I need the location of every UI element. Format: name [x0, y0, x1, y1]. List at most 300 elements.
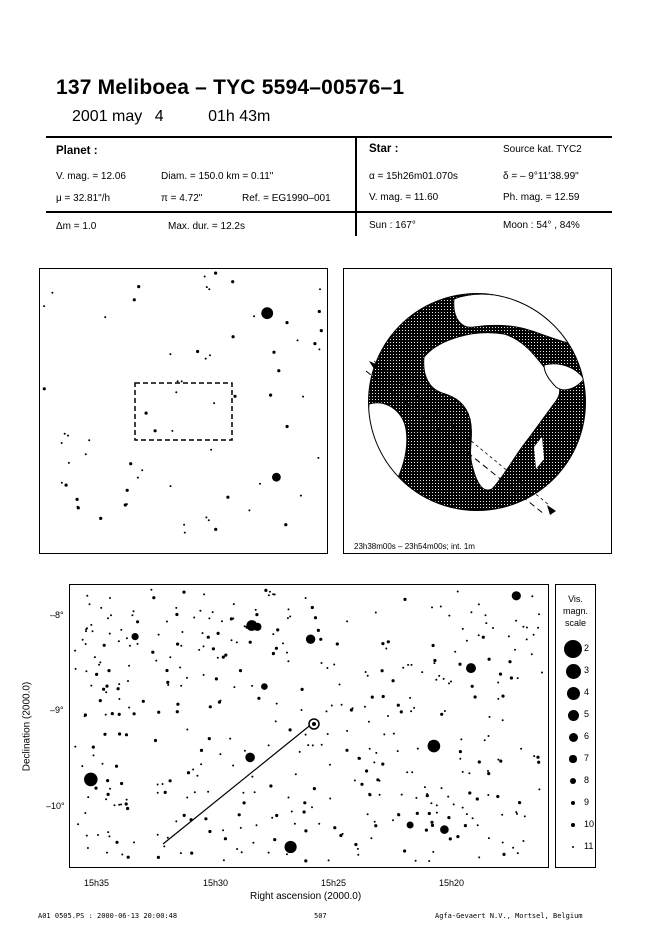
field-star [180, 645, 182, 647]
field-star [295, 773, 297, 775]
finder-star [77, 506, 80, 509]
finder-star [302, 396, 304, 398]
field-star [127, 856, 130, 859]
field-star [186, 677, 188, 679]
field-star [538, 788, 540, 790]
field-star [109, 633, 111, 635]
field-star [397, 813, 399, 815]
field-star [128, 707, 130, 709]
field-star [387, 715, 389, 717]
field-star [244, 750, 246, 752]
event-date-day: 4 [154, 108, 164, 125]
dec-tick-9: –9° [50, 705, 64, 715]
field-star [431, 824, 434, 827]
field-star [345, 749, 348, 752]
scale-title [556, 593, 595, 629]
finder-star [261, 307, 273, 319]
field-star [102, 763, 104, 765]
field-star [133, 712, 136, 715]
south-america-shape [364, 403, 407, 494]
field-star [385, 648, 387, 650]
field-star [456, 835, 459, 838]
finder-star [145, 412, 148, 415]
field-star [514, 649, 516, 651]
field-star [428, 860, 430, 862]
field-star [105, 691, 107, 693]
field-star [125, 802, 128, 805]
field-star [357, 848, 359, 850]
field-star [157, 834, 159, 836]
field-star [272, 593, 274, 595]
globe-caption: 23h38m00s – 23h54m00s; int. 1m [354, 542, 475, 551]
field-star [520, 748, 522, 750]
field-star [118, 804, 120, 806]
field-star [268, 852, 270, 854]
field-star [326, 667, 328, 669]
field-star [321, 744, 323, 746]
finder-star [171, 430, 173, 432]
finder-star [269, 394, 272, 397]
field-star [182, 591, 185, 594]
field-star [432, 644, 435, 647]
field-star [207, 791, 209, 793]
field-star [198, 649, 200, 651]
planet-mu: μ = 32.81"/h [56, 193, 111, 204]
field-star [90, 685, 92, 687]
ra-tick-1535: 15h35 [84, 878, 110, 888]
finder-star [318, 348, 320, 350]
field-star [458, 663, 461, 666]
field-star [289, 728, 292, 731]
field-star [488, 658, 491, 661]
field-star [193, 617, 195, 619]
field-star [433, 662, 435, 664]
field-star [531, 653, 533, 655]
field-star [443, 678, 445, 680]
field-star [179, 667, 181, 669]
field-star [365, 671, 367, 673]
finder-star [141, 469, 143, 471]
finder-star [206, 286, 208, 288]
finder-star [231, 280, 234, 283]
field-star [406, 771, 408, 773]
field-star [257, 697, 260, 700]
globe-panel [343, 268, 612, 554]
field-star [264, 589, 267, 592]
finder-star [204, 276, 206, 278]
field-star [271, 817, 273, 819]
footer-right: Agfa-Gevaert N.V., Mortsel, Belgium [435, 912, 583, 920]
finder-star [205, 358, 207, 360]
field-star [175, 613, 178, 616]
field-star [207, 636, 210, 639]
field-star [538, 613, 540, 615]
field-star [303, 801, 306, 804]
star-alpha: α = 15h26m01.070s [369, 171, 458, 182]
field-star [533, 755, 535, 757]
field-star [460, 738, 462, 740]
field-star [393, 733, 395, 735]
field-star [103, 644, 106, 647]
field-star [107, 831, 109, 833]
finder-star [214, 272, 217, 275]
field-star [435, 679, 437, 681]
dec-tick-8: –8° [50, 610, 64, 620]
field-star [454, 651, 456, 653]
field-star [374, 824, 377, 827]
field-star [441, 787, 443, 789]
field-star [275, 720, 277, 722]
scale-mag-label: 6 [584, 731, 590, 741]
field-star [251, 776, 253, 778]
field-star [203, 593, 205, 595]
field-star [462, 771, 464, 773]
field-star [107, 793, 110, 796]
field-star [74, 746, 76, 748]
field-star [92, 746, 95, 749]
finder-star [285, 321, 288, 324]
finder-chart [39, 268, 328, 554]
finder-star [259, 483, 261, 485]
star-heading: Star : [369, 143, 399, 155]
scale-dot [569, 755, 576, 762]
field-star [329, 764, 331, 766]
delta-mag: Δm = 1.0 [56, 221, 97, 232]
field-star [499, 673, 502, 676]
field-star [115, 841, 118, 844]
field-star [501, 814, 503, 816]
field-star [328, 859, 330, 861]
field-star [186, 797, 188, 799]
field-star [468, 772, 470, 774]
field-star [84, 715, 86, 717]
field-star [487, 794, 489, 796]
finder-star [68, 462, 70, 464]
field-star [219, 753, 221, 755]
field-star [333, 664, 335, 666]
field-star [244, 625, 246, 627]
field-star [127, 680, 129, 682]
field-star [375, 612, 377, 614]
field-star [97, 834, 99, 836]
finder-star [64, 433, 66, 435]
field-star [102, 688, 105, 691]
field-star [111, 712, 114, 715]
field-star [162, 783, 164, 785]
field-star [496, 795, 499, 798]
field-star [487, 772, 490, 775]
earth-globe [344, 269, 610, 552]
scale-title-2: magn. [562, 606, 588, 616]
finder-star [272, 473, 281, 482]
field-star [462, 628, 464, 630]
field-star [276, 628, 279, 631]
finder-star [65, 484, 68, 487]
field-star [242, 792, 244, 794]
finder-star [284, 523, 287, 526]
field-star [397, 704, 400, 707]
scale-dot [571, 801, 576, 806]
finder-star [297, 339, 299, 341]
finder-star [76, 498, 79, 501]
field-star [120, 782, 123, 785]
field-star [87, 796, 89, 798]
field-star [430, 802, 432, 804]
scale-dot [567, 687, 580, 700]
field-star [470, 611, 472, 613]
finder-star [226, 496, 229, 499]
field-star [252, 842, 254, 844]
field-star [256, 824, 258, 826]
field-star [287, 617, 289, 619]
finder-star [99, 517, 102, 520]
finder-star [205, 516, 207, 518]
field-star [103, 733, 106, 736]
finder-star [317, 457, 319, 459]
field-star [187, 771, 190, 774]
field-star [411, 771, 413, 773]
field-star [326, 710, 328, 712]
finder-star [85, 453, 87, 455]
field-star [199, 610, 201, 612]
field-star [311, 606, 314, 609]
field-star [180, 852, 182, 854]
field-star [425, 829, 428, 832]
field-star [118, 698, 120, 700]
field-star [176, 703, 179, 706]
field-star [99, 699, 102, 702]
header-divider-vertical [355, 136, 357, 236]
finder-star [286, 425, 289, 428]
field-star [90, 624, 92, 626]
field-star [118, 732, 121, 735]
finder-star [61, 442, 63, 444]
field-star [157, 711, 160, 714]
field-star [230, 617, 233, 620]
field-star [447, 796, 449, 798]
finder-star [213, 402, 215, 404]
field-star [89, 603, 91, 605]
planet-pi: π = 4.72" [161, 193, 203, 204]
field-star [286, 853, 288, 855]
scale-mag-label: 3 [584, 665, 590, 675]
scale-mag-label: 7 [584, 753, 590, 763]
field-star [229, 738, 231, 740]
field-star [286, 652, 288, 654]
scale-dot [572, 846, 575, 849]
field-star [204, 817, 207, 820]
field-star [183, 814, 186, 817]
field-star [515, 811, 517, 813]
star-source: Source kat. TYC2 [503, 144, 582, 155]
field-star [175, 607, 177, 609]
field-star [94, 656, 96, 658]
field-star [166, 621, 168, 623]
field-star [238, 813, 241, 816]
field-star [301, 688, 304, 691]
field-star [85, 630, 87, 632]
field-star [92, 630, 94, 632]
field-star [402, 667, 404, 669]
field-star [275, 647, 278, 650]
field-star [167, 684, 169, 686]
field-star [436, 804, 438, 806]
field-star [240, 827, 242, 829]
field-star [282, 642, 284, 644]
field-star [440, 713, 443, 716]
finder-star [133, 298, 136, 301]
finder-star [248, 509, 250, 511]
star-delta: δ = – 9°11′38.99" [503, 171, 579, 182]
field-star [440, 606, 442, 608]
scale-title-3: scale [564, 618, 586, 628]
field-star [82, 639, 84, 641]
field-star [133, 610, 135, 612]
planet-heading: Planet : [56, 145, 98, 157]
field-star [81, 765, 83, 767]
field-star [485, 614, 487, 616]
field-star [321, 662, 323, 664]
field-star [482, 636, 485, 639]
finder-star [154, 429, 157, 432]
field-star [305, 597, 307, 599]
field-star [471, 685, 474, 688]
finder-star [129, 462, 132, 465]
magnitude-scale [555, 584, 596, 868]
field-star [350, 708, 353, 711]
field-star [255, 613, 258, 616]
field-star [255, 609, 257, 611]
field-star [431, 606, 433, 608]
finder-star [43, 387, 46, 390]
field-star [181, 631, 183, 633]
field-star [346, 730, 348, 732]
field-star [502, 853, 505, 856]
finder-star [320, 329, 323, 332]
field-star [360, 783, 363, 786]
field-star [318, 823, 320, 825]
field-star [333, 826, 336, 829]
field-star [86, 627, 88, 629]
field-star [212, 647, 215, 650]
field-star [415, 797, 417, 799]
field-star [222, 829, 224, 831]
field-star [176, 643, 179, 646]
field-star [194, 791, 196, 793]
field-star [317, 629, 320, 632]
field-star [368, 721, 370, 723]
field-star [289, 616, 291, 618]
footer-left: A01 0505.PS : 2000-06-13 20:00:48 [38, 912, 178, 920]
field-star [86, 835, 88, 837]
field-star [522, 626, 524, 628]
field-star [436, 812, 438, 814]
field-star [107, 669, 110, 672]
finder-star [196, 350, 199, 353]
field-star [502, 842, 504, 844]
field-star [200, 749, 203, 752]
field-star [117, 687, 120, 690]
scale-dot [566, 664, 581, 679]
field-star [95, 673, 98, 676]
field-star [243, 801, 246, 804]
field-star [285, 841, 297, 853]
field-star [108, 835, 110, 837]
field-star [382, 695, 385, 698]
field-star [245, 753, 255, 763]
field-star [261, 683, 268, 690]
field-star [341, 704, 343, 706]
scale-dot [568, 710, 579, 721]
finder-starfield [40, 269, 326, 552]
field-star [203, 645, 205, 647]
field-star [150, 589, 152, 591]
field-star [157, 784, 159, 786]
field-star [459, 750, 462, 753]
field-star [186, 729, 188, 731]
field-star [466, 663, 476, 673]
field-star [370, 837, 372, 839]
field-star [401, 794, 403, 796]
field-star [105, 798, 107, 800]
field-star [98, 664, 100, 666]
page-title: 137 Meliboea – TYC 5594–00576–1 [56, 76, 405, 99]
field-star [100, 607, 102, 609]
field-star [208, 617, 210, 619]
field-star [217, 657, 219, 659]
field-star [472, 817, 474, 819]
field-star [231, 639, 233, 641]
field-star [410, 710, 412, 712]
field-star [457, 591, 459, 593]
field-star [497, 759, 499, 761]
field-star [163, 845, 165, 847]
footer-page: 507 [314, 912, 327, 920]
field-star [200, 763, 202, 765]
field-star [224, 837, 227, 840]
field-star [133, 841, 135, 843]
field-star [416, 812, 419, 815]
event-time: 01h 43m [208, 108, 271, 125]
finder-star [51, 292, 53, 294]
field-star [99, 661, 101, 663]
field-star [371, 696, 374, 699]
field-star [512, 847, 514, 849]
field-star [203, 674, 205, 676]
finder-star [183, 524, 185, 526]
planet-track-line [163, 723, 313, 844]
field-star [155, 660, 157, 662]
field-star [288, 797, 290, 799]
field-star [433, 659, 436, 662]
finder-star [181, 380, 183, 382]
scale-mag-label: 5 [584, 709, 590, 719]
finder-star [88, 439, 90, 441]
field-star [432, 851, 434, 853]
field-star [373, 761, 375, 763]
field-star [383, 733, 385, 735]
field-star [497, 698, 499, 700]
field-star [440, 825, 449, 834]
field-star [74, 650, 76, 652]
finder-star [67, 435, 69, 437]
field-star [126, 807, 129, 810]
field-star [531, 595, 533, 597]
finder-star [209, 354, 211, 356]
field-star [77, 823, 79, 825]
field-star [364, 706, 366, 708]
field-star [537, 627, 539, 629]
